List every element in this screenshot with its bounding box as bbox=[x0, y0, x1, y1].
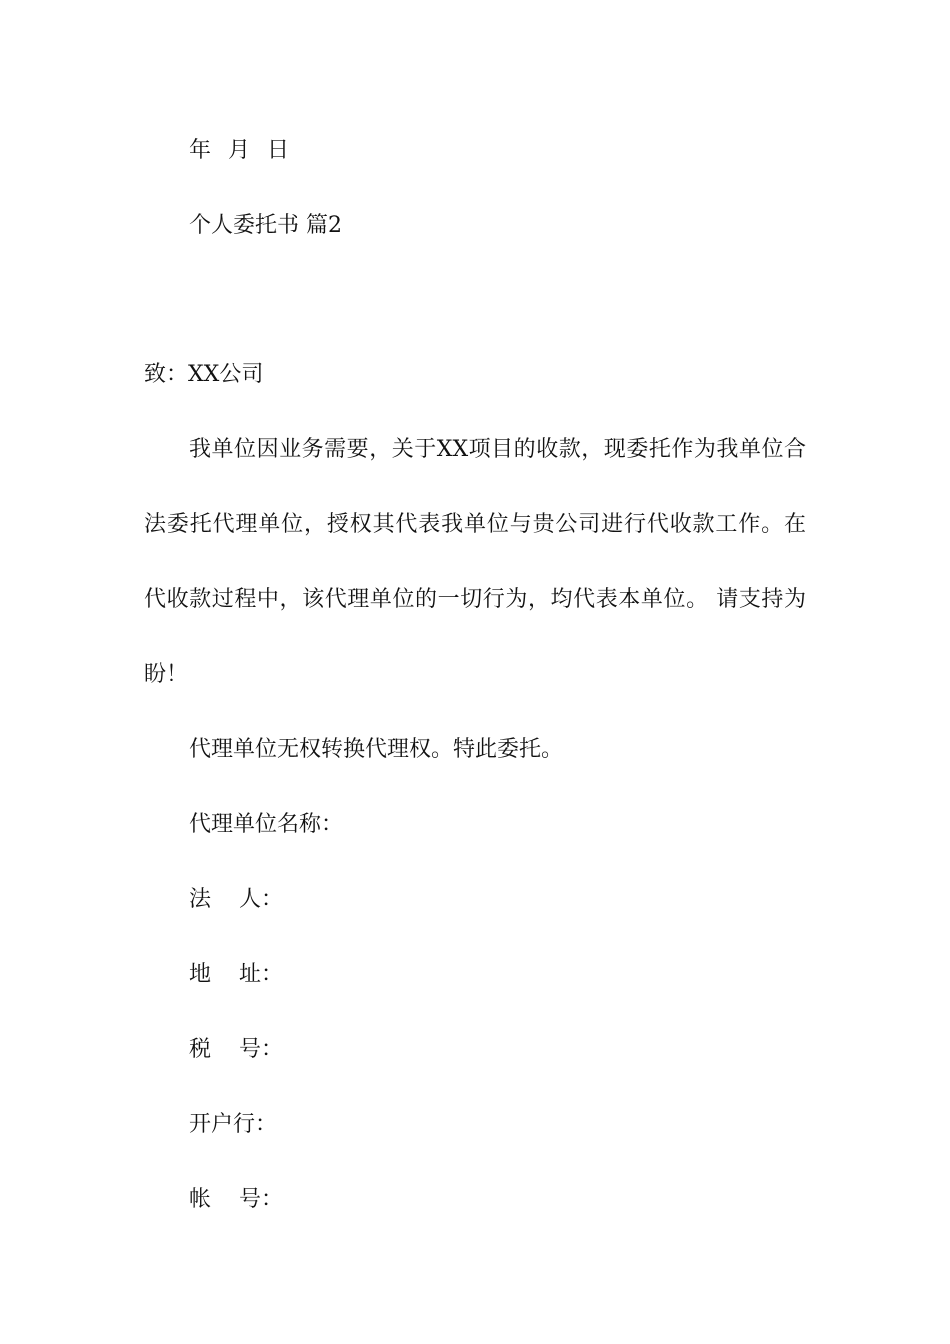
field-account-number: 帐 号： bbox=[189, 1187, 283, 1212]
field-bank: 开户行： bbox=[189, 1112, 278, 1137]
field-legal-person: 法 人： bbox=[189, 887, 283, 912]
date-line: 年 月 日 bbox=[189, 138, 289, 163]
addressee-line: 致：XX公司 bbox=[144, 362, 264, 387]
body-line-2: 法委托代理单位，授权其代表我单位与贵公司进行代收款工作。在 bbox=[144, 512, 806, 537]
field-agent-name: 代理单位名称： bbox=[189, 812, 344, 837]
document-heading: 个人委托书 篇2 bbox=[189, 213, 342, 238]
body-line-4: 盼！ bbox=[144, 662, 189, 687]
body-line-1: 我单位因业务需要，关于XX项目的收款，现委托作为我单位合 bbox=[189, 437, 806, 462]
field-address: 地 址： bbox=[189, 962, 283, 987]
field-tax-number: 税 号： bbox=[189, 1037, 283, 1062]
no-transfer-statement: 代理单位无权转换代理权。特此委托。 bbox=[189, 737, 564, 762]
body-line-3: 代收款过程中，该代理单位的一切行为，均代表本单位。 请支持为 bbox=[144, 587, 806, 612]
